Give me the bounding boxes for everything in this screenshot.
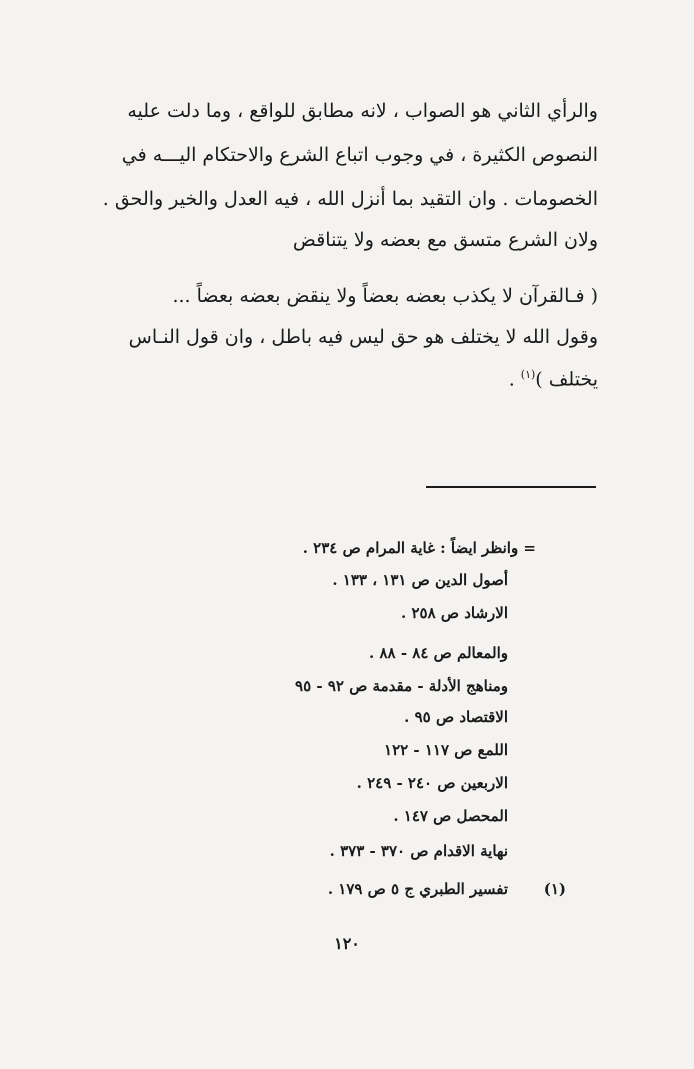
footnote-line: والمعالم ص ٨٤ - ٨٨ .	[369, 644, 508, 662]
body-line: ( فـالقرآن لا يكذب بعضه بعضاً ولا ينقض بعضه بعضاً ...	[172, 285, 598, 307]
footnote-line: المحصل ص ١٤٧ .	[393, 807, 508, 825]
footnote-line: أصول الدين ص ١٣١ ، ١٣٣ .	[332, 571, 508, 589]
quote-end-line	[509, 368, 598, 390]
body-line: النصوص الكثيرة ، في وجوب اتباع الشرع والاحتكام اليـــه في	[121, 144, 598, 166]
body-text: يختلف )	[535, 368, 598, 391]
footnote-ref-marker: (١)	[520, 368, 536, 381]
footnote-line: الاقتصاد ص ٩٥ .	[404, 708, 508, 726]
body-line: والرأي الثاني هو الصواب ، لانه مطابق للواقع ، وما دلت عليه	[127, 100, 598, 122]
footnote-line: ومناهج الأدلة - مقدمة ص ٩٢ - ٩٥	[295, 677, 508, 695]
footnote-line: اللمع ص ١١٧ - ١٢٢	[384, 741, 508, 759]
body-line: الخصومات . وان التقيد بما أنزل الله ، فيه العدل والخير والحق .	[102, 188, 598, 210]
body-line: وقول الله لا يختلف هو حق ليس فيه باطل ، وان قول النـاس	[128, 326, 598, 348]
footnote-line: = وانظر ايضاً : غاية المرام ص ٢٣٤ .	[302, 539, 536, 557]
footnote-1-text: تفسير الطبري ج ٥ ص ١٧٩ .	[327, 880, 508, 898]
body-line: ولان الشرع متسق مع بعضه ولا يتناقض	[292, 229, 598, 251]
footnote-line: الارشاد ص ٢٥٨ .	[401, 604, 508, 622]
footnote-1-marker: (١)	[543, 880, 566, 898]
sentence-end: .	[508, 368, 521, 391]
footnote-separator	[426, 486, 596, 488]
footnote-line: الاربعين ص ٢٤٠ - ٢٤٩ .	[356, 774, 508, 792]
footnote-line: نهاية الاقدام ص ٣٧٠ - ٣٧٣ .	[329, 842, 508, 860]
page-number: ١٢٠	[334, 934, 360, 953]
